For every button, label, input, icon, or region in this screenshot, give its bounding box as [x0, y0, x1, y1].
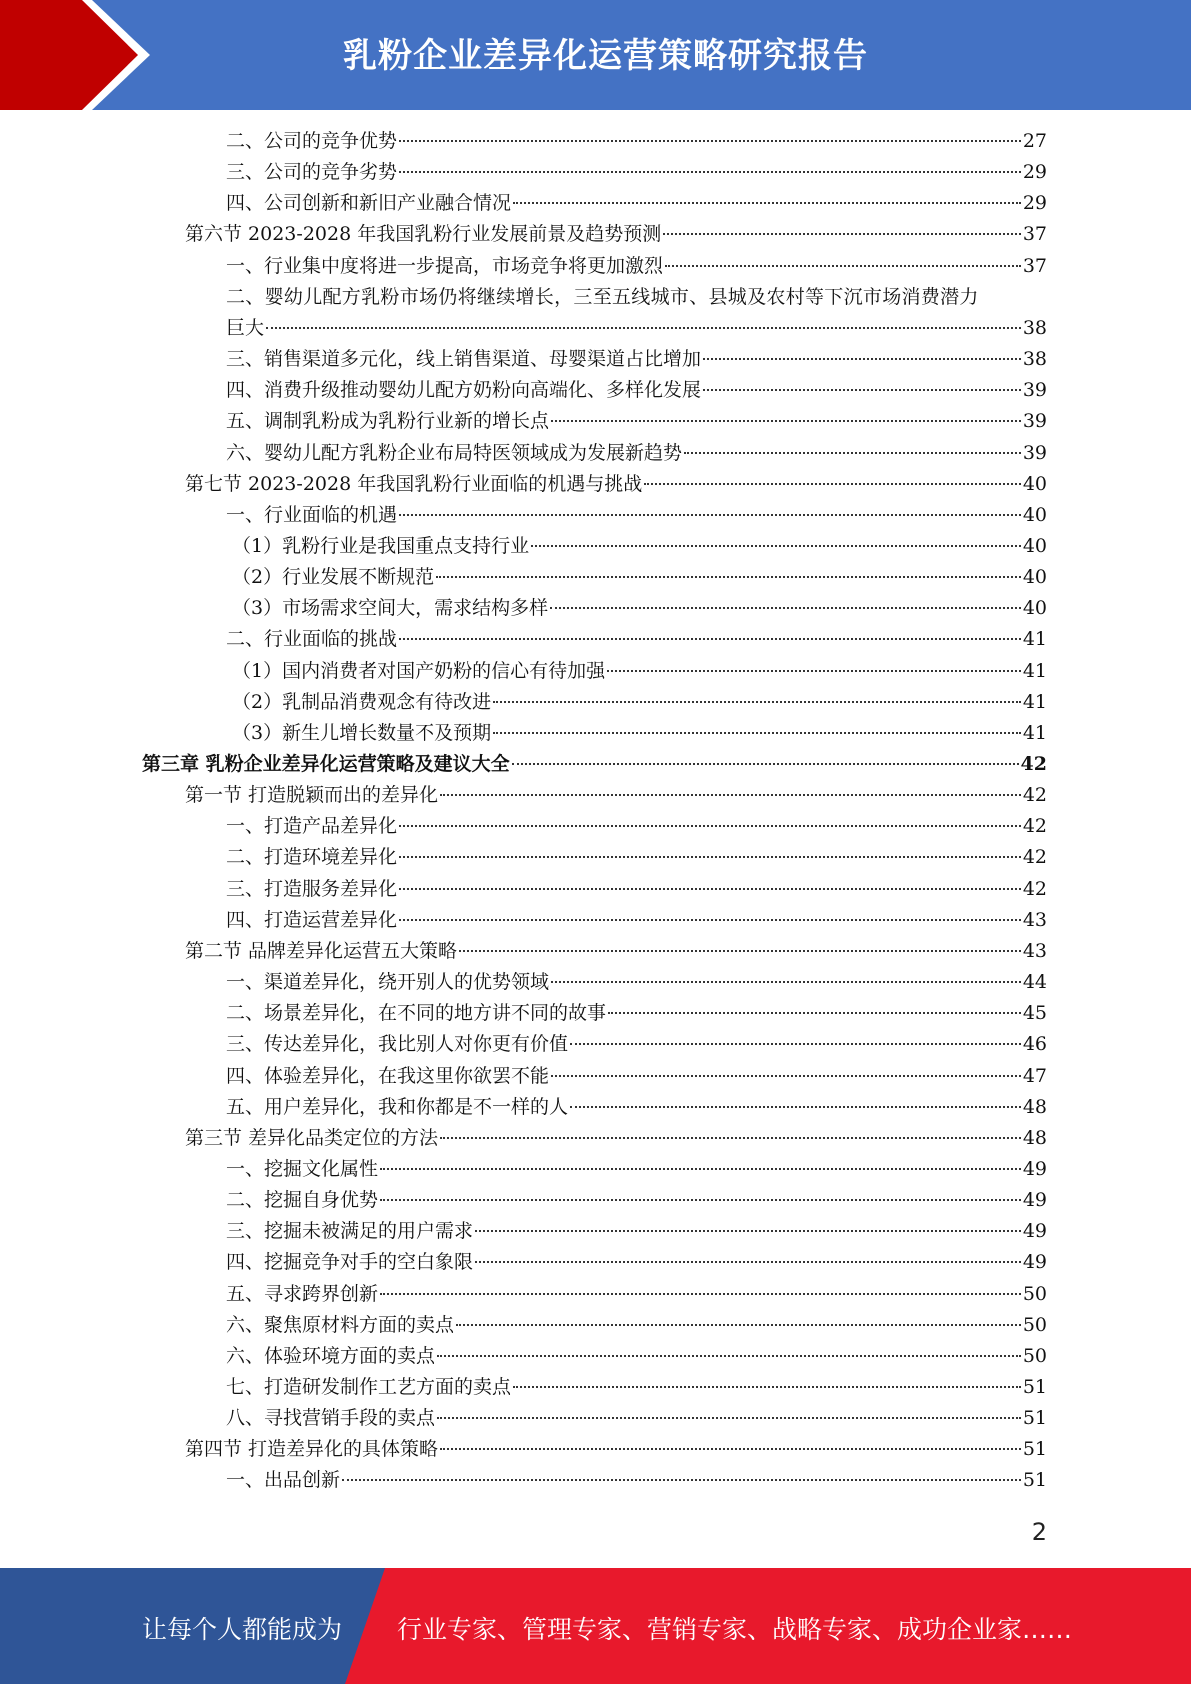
toc-dot-leader	[456, 1324, 1021, 1326]
toc-entry-title: 第三章 乳粉企业差异化运营策略及建议大全	[142, 753, 510, 775]
report-title: 乳粉企业差异化运营策略研究报告	[343, 36, 868, 76]
toc-entry-title: 二、打造环境差异化	[226, 846, 398, 868]
toc-section-entry[interactable]	[185, 1434, 1047, 1465]
toc-entry[interactable]	[226, 624, 1047, 655]
toc-dot-leader	[266, 327, 1021, 329]
toc-entry[interactable]	[226, 438, 1047, 469]
toc-entry[interactable]	[226, 1341, 1047, 1372]
toc-page-number: 40	[1022, 597, 1047, 619]
toc-page-number: 49	[1022, 1158, 1047, 1180]
toc-section-entry[interactable]	[185, 936, 1047, 967]
toc-page-number: 49	[1022, 1189, 1047, 1211]
toc-page-number: 39	[1022, 442, 1047, 464]
toc-entry[interactable]	[226, 313, 1047, 344]
page-header	[0, 0, 1191, 110]
toc-entry-title: 四、挖掘竞争对手的空白象限	[226, 1251, 474, 1273]
toc-entry[interactable]	[226, 1092, 1047, 1123]
toc-entry-title: 一、行业面临的机遇	[226, 504, 398, 526]
toc-page-number: 40	[1022, 535, 1047, 557]
toc-page-number: 40	[1022, 473, 1047, 495]
toc-page-number: 49	[1022, 1220, 1047, 1242]
toc-page-number: 51	[1022, 1469, 1047, 1491]
toc-dot-leader	[703, 358, 1021, 360]
toc-entry[interactable]	[226, 905, 1047, 936]
toc-entry-title: 三、打造服务差异化	[226, 878, 398, 900]
toc-entry[interactable]	[226, 1465, 1047, 1496]
toc-entry[interactable]	[226, 1029, 1047, 1060]
toc-entry[interactable]	[226, 126, 1047, 157]
toc-dot-leader	[459, 950, 1021, 952]
toc-entry[interactable]	[226, 188, 1047, 219]
page-footer	[0, 1568, 1191, 1684]
toc-dot-leader	[513, 202, 1021, 204]
toc-section-entry[interactable]	[185, 219, 1047, 250]
toc-dot-leader	[570, 1106, 1021, 1108]
toc-entry[interactable]	[226, 344, 1047, 375]
toc-entry-title: （2）乳制品消费观念有待改进	[232, 691, 492, 713]
toc-entry-title: 四、打造运营差异化	[226, 909, 398, 931]
toc-page-number: 37	[1022, 223, 1047, 245]
toc-entry[interactable]	[226, 998, 1047, 1029]
toc-entry-title: 一、行业集中度将进一步提高，市场竞争将更加激烈	[226, 255, 664, 277]
toc-entry-title: （1）乳粉行业是我国重点支持行业	[232, 535, 530, 557]
toc-dot-leader	[440, 794, 1021, 796]
toc-dot-leader	[440, 1448, 1021, 1450]
toc-page-number: 45	[1022, 1002, 1047, 1024]
toc-entry[interactable]	[226, 1216, 1047, 1247]
toc-entry-title: 六、体验环境方面的卖点	[226, 1345, 436, 1367]
toc-page-number: 43	[1022, 909, 1047, 931]
toc-entry-title: 五、寻求跨界创新	[226, 1283, 379, 1305]
footer-slogan-left: 让每个人都能成为	[142, 1615, 343, 1644]
toc-page-number: 37	[1022, 255, 1047, 277]
toc-dot-leader	[663, 233, 1021, 235]
toc-entry-title: 五、调制乳粉成为乳粉行业新的增长点	[226, 410, 550, 432]
toc-dot-leader	[551, 1075, 1021, 1077]
toc-entry-title: 一、渠道差异化，绕开别人的优势领域	[226, 971, 550, 993]
toc-dot-leader	[551, 420, 1021, 422]
toc-dot-leader	[512, 763, 1019, 765]
toc-entry[interactable]	[226, 375, 1047, 406]
toc-entry[interactable]	[226, 842, 1047, 873]
toc-section-entry[interactable]	[185, 1123, 1047, 1154]
toc-dot-leader	[703, 389, 1021, 391]
toc-entry-title: 一、出品创新	[226, 1469, 341, 1491]
toc-page-number: 48	[1022, 1096, 1047, 1118]
toc-page-number: 29	[1022, 192, 1047, 214]
toc-dot-leader	[399, 638, 1021, 640]
toc-entry-title: 第二节 品牌差异化运营五大策略	[185, 940, 458, 962]
toc-entry-title: 八、寻找营销手段的卖点	[226, 1407, 436, 1429]
toc-page-number: 48	[1022, 1127, 1047, 1149]
toc-dot-leader	[399, 514, 1021, 516]
toc-page-number: 39	[1022, 410, 1047, 432]
toc-dot-leader	[644, 483, 1021, 485]
toc-dot-leader	[608, 1012, 1021, 1014]
toc-page-number: 27	[1022, 130, 1047, 152]
toc-entry[interactable]	[226, 157, 1047, 188]
toc-dot-leader	[436, 576, 1021, 578]
toc-page-number: 50	[1022, 1283, 1047, 1305]
toc-entry-title: （3）市场需求空间大，需求结构多样	[232, 597, 549, 619]
toc-page-number: 42	[1022, 784, 1047, 806]
toc-entry[interactable]	[226, 1279, 1047, 1310]
toc-dot-leader	[380, 1168, 1021, 1170]
toc-entry[interactable]	[232, 718, 1047, 749]
toc-page-number: 41	[1022, 660, 1047, 682]
toc-page-number: 41	[1022, 691, 1047, 713]
toc-page-number: 38	[1022, 348, 1047, 370]
toc-entry[interactable]	[226, 811, 1047, 842]
toc-entry[interactable]	[232, 531, 1047, 562]
toc-page-number: 42	[1020, 753, 1047, 775]
toc-entry-title: 三、传达差异化，我比别人对你更有价值	[226, 1033, 569, 1055]
toc-entry[interactable]	[226, 967, 1047, 998]
toc-dot-leader	[399, 140, 1021, 142]
toc-entry-title: 一、挖掘文化属性	[226, 1158, 379, 1180]
toc-dot-leader	[342, 1479, 1021, 1481]
toc-entry[interactable]	[226, 1372, 1047, 1403]
toc-entry-title: 七、打造研发制作工艺方面的卖点	[226, 1376, 512, 1398]
toc-entry[interactable]	[226, 406, 1047, 437]
toc-dot-leader	[513, 1386, 1021, 1388]
toc-entry-title: 二、挖掘自身优势	[226, 1189, 379, 1211]
toc-page-number: 51	[1022, 1438, 1047, 1460]
toc-entry-title: 四、消费升级推动婴幼儿配方奶粉向高端化、多样化发展	[226, 379, 702, 401]
toc-page-number: 41	[1022, 722, 1047, 744]
toc-entry-title: 第四节 打造差异化的具体策略	[185, 1438, 439, 1460]
toc-entry[interactable]	[226, 1310, 1047, 1341]
toc-entry-title: 一、打造产品差异化	[226, 815, 398, 837]
toc-dot-leader	[551, 981, 1021, 983]
toc-page-number: 42	[1022, 815, 1047, 837]
toc-entry[interactable]	[226, 1154, 1047, 1185]
toc-entry-title: （2）行业发展不断规范	[232, 566, 435, 588]
toc-dot-leader	[475, 1230, 1021, 1232]
toc-page-number: 38	[1022, 317, 1047, 339]
toc-dot-leader	[399, 919, 1021, 921]
toc-page-number: 43	[1022, 940, 1047, 962]
toc-page-number: 40	[1022, 566, 1047, 588]
toc-page-number: 51	[1022, 1376, 1047, 1398]
toc-entry-title: 三、公司的竞争劣势	[226, 161, 398, 183]
toc-dot-leader	[531, 545, 1021, 547]
toc-entry-wrapped[interactable]: 二、婴幼儿配方乳粉市场仍将继续增长，三至五线城市、县城及农村等下沉市场消费潜力	[226, 286, 979, 308]
toc-entry[interactable]	[226, 500, 1047, 531]
toc-entry-title: 二、场景差异化，在不同的地方讲不同的故事	[226, 1002, 607, 1024]
page-number: 2	[1031, 1518, 1047, 1546]
toc-entry-title: 四、体验差异化，在我这里你欲罢不能	[226, 1065, 550, 1087]
toc-page-number: 40	[1022, 504, 1047, 526]
toc-dot-leader	[570, 1043, 1021, 1045]
toc-entry-title: 巨大	[226, 317, 265, 339]
toc-page-number: 41	[1022, 628, 1047, 650]
toc-entry[interactable]	[226, 1061, 1047, 1092]
toc-entry-title: 第七节 2023-2028 年我国乳粉行业面临的机遇与挑战	[185, 473, 643, 495]
toc-dot-leader	[380, 1199, 1021, 1201]
toc-dot-leader	[493, 701, 1021, 703]
toc-dot-leader	[607, 670, 1021, 672]
toc-dot-leader	[684, 452, 1021, 454]
toc-dot-leader	[493, 732, 1021, 734]
toc-dot-leader	[399, 888, 1021, 890]
toc-dot-leader	[475, 1261, 1021, 1263]
toc-section-entry[interactable]	[185, 469, 1047, 500]
toc-dot-leader	[380, 1293, 1021, 1295]
toc-section-entry[interactable]	[185, 780, 1047, 811]
toc-entry-title: 四、公司创新和新旧产业融合情况	[226, 192, 512, 214]
toc-entry-title: （1）国内消费者对国产奶粉的信心有待加强	[232, 660, 606, 682]
toc-entry-title: 三、挖掘未被满足的用户需求	[226, 1220, 474, 1242]
toc-page-number: 44	[1022, 971, 1047, 993]
toc-entry[interactable]	[232, 593, 1047, 624]
toc-chapter-entry[interactable]	[142, 749, 1047, 780]
toc-entry[interactable]	[226, 1403, 1047, 1434]
toc-entry[interactable]	[232, 687, 1047, 718]
toc-entry-title: 第三节 差异化品类定位的方法	[185, 1127, 439, 1149]
toc-page-number: 47	[1022, 1065, 1047, 1087]
toc-page-number: 46	[1022, 1033, 1047, 1055]
toc-entry-title: 六、聚焦原材料方面的卖点	[226, 1314, 455, 1336]
toc-page-number: 29	[1022, 161, 1047, 183]
toc-page-number: 50	[1022, 1345, 1047, 1367]
toc-entry[interactable]	[232, 562, 1047, 593]
toc-page-number: 49	[1022, 1251, 1047, 1273]
toc-page-number: 42	[1022, 878, 1047, 900]
toc-entry[interactable]	[226, 874, 1047, 905]
toc-entry-title: 二、公司的竞争优势	[226, 130, 398, 152]
toc-dot-leader	[399, 856, 1021, 858]
toc-page-number: 39	[1022, 379, 1047, 401]
toc-entry-title: 第六节 2023-2028 年我国乳粉行业发展前景及趋势预测	[185, 223, 662, 245]
toc-entry[interactable]	[226, 1247, 1047, 1278]
toc-entry-title: 二、行业面临的挑战	[226, 628, 398, 650]
toc-dot-leader	[399, 171, 1021, 173]
toc-entry-title: 六、婴幼儿配方乳粉企业布局特医领域成为发展新趋势	[226, 442, 683, 464]
toc-page-number: 50	[1022, 1314, 1047, 1336]
toc-dot-leader	[665, 265, 1021, 267]
toc-dot-leader	[437, 1417, 1021, 1419]
footer-slogan-right: 行业专家、管理专家、营销专家、战略专家、成功企业家……	[397, 1615, 1073, 1644]
toc-dot-leader	[437, 1355, 1021, 1357]
toc-page-number: 51	[1022, 1407, 1047, 1429]
toc-entry-title: 三、销售渠道多元化，线上销售渠道、母婴渠道占比增加	[226, 348, 702, 370]
toc-entry-title: 第一节 打造脱颖而出的差异化	[185, 784, 439, 806]
toc-page-number: 42	[1022, 846, 1047, 868]
toc-entry[interactable]	[226, 1185, 1047, 1216]
toc-dot-leader	[440, 1137, 1021, 1139]
toc-dot-leader	[550, 607, 1021, 609]
toc-entry[interactable]	[226, 251, 1047, 282]
toc-entry[interactable]	[232, 656, 1047, 687]
toc-entry-title: 五、用户差异化，我和你都是不一样的人	[226, 1096, 569, 1118]
toc-dot-leader	[399, 825, 1021, 827]
toc-entry-title: （3）新生儿增长数量不及预期	[232, 722, 492, 744]
